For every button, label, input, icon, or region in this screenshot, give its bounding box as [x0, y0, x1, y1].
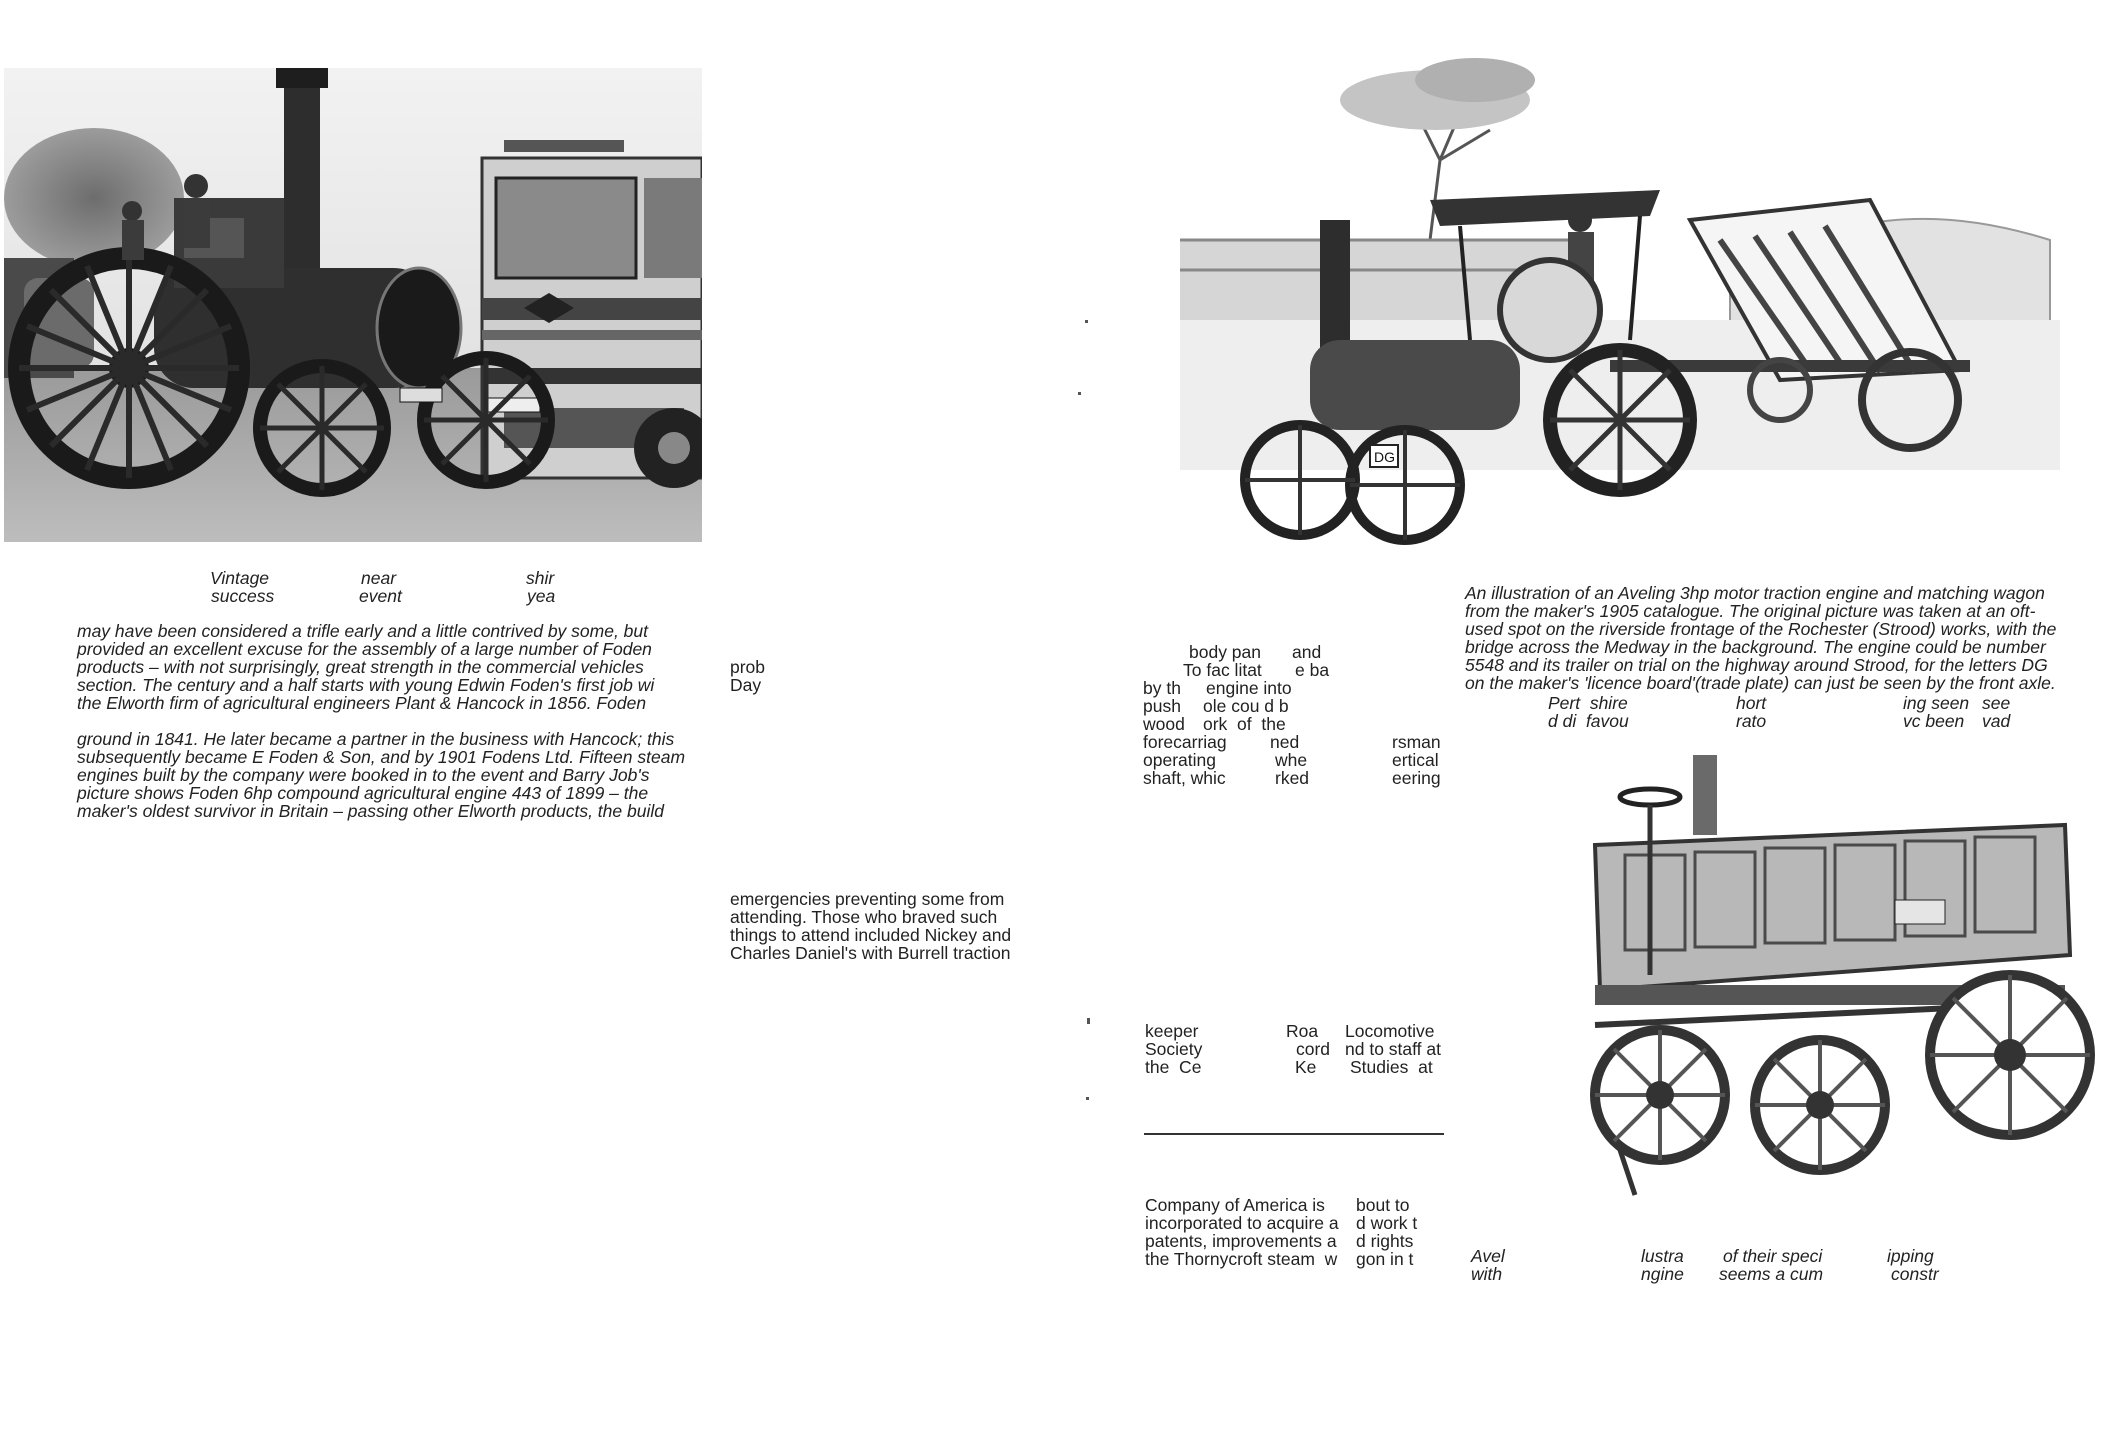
column-text-fragment: ertical	[1392, 750, 1439, 770]
caption-fragment: constr	[1891, 1264, 1939, 1284]
column-text-fragment: ned	[1270, 732, 1300, 752]
photo-caption-fragment: shir	[526, 568, 555, 588]
column-text-fragment: body pan	[1189, 642, 1262, 662]
caption-fragment: hort	[1736, 693, 1767, 713]
caption-fragment: with	[1471, 1264, 1503, 1284]
caption-fragment: see	[1982, 693, 2011, 713]
column-paragraph	[730, 890, 1011, 962]
column-text-fragment: bout to	[1356, 1195, 1410, 1215]
body-line: attending. Those who braved such	[730, 907, 998, 927]
column-text-fragment: prob	[730, 657, 766, 677]
caption-fragment: rato	[1736, 711, 1767, 731]
photo-caption-fragment: success	[211, 586, 275, 606]
column-text-fragment: rked	[1275, 768, 1310, 788]
photo-caption-fragment: Vintage	[210, 568, 270, 588]
column-text-fragment: the Thornycroft steam w	[1145, 1249, 1338, 1269]
caption-line: on the maker's 'licence board'(trade plate) can just be seen by the front axle.	[1465, 673, 2056, 693]
column-text-fragment: and	[1292, 642, 1322, 662]
column-text-fragment: forecarriag	[1143, 732, 1227, 752]
column-text-fragment: ork of the	[1203, 714, 1286, 734]
column-text-fragment: wood	[1143, 714, 1185, 734]
caption-line: An illustration of an Aveling 3hp motor traction engine and matching wagon	[1465, 583, 2045, 603]
body-line: emergencies preventing some from	[730, 889, 1005, 909]
traction-engine-illustration-icon	[1170, 40, 2070, 560]
engine-caption-paragraph-1	[77, 622, 717, 712]
column-text-fragment: rsman	[1392, 732, 1441, 752]
caption-fragment: seems a cum	[1719, 1264, 1824, 1284]
caption-fragment: ipping	[1887, 1246, 1934, 1266]
column-text-fragment: Day	[730, 675, 762, 695]
caption-line: provided an excellent excuse for the assembly of a large number of Foden	[77, 639, 652, 659]
photo-caption-fragment: event	[359, 586, 402, 606]
column-text-fragment: eering	[1392, 768, 1441, 788]
column-text-fragment: Society	[1145, 1039, 1203, 1059]
column-text-fragment: Company of America is	[1145, 1195, 1325, 1215]
caption-fragment: Avel	[1471, 1246, 1505, 1266]
caption-line: products – with not surprisingly, great strength in the commercial vehicles	[77, 657, 644, 677]
caption-line: may have been considered a trifle early and a little contrived by some, but	[77, 621, 649, 641]
column-text-fragment: cord	[1296, 1039, 1331, 1059]
caption-line: from the maker's 1905 catalogue. The original picture was taken at an oft-	[1465, 601, 2036, 621]
column-text-fragment: Ke	[1295, 1057, 1317, 1077]
caption-fragment: Pert shire	[1548, 693, 1628, 713]
column-text-fragment: engine into	[1206, 678, 1292, 698]
column-text-fragment: operating	[1143, 750, 1216, 770]
caption-line: maker's oldest survivor in Britain – passing other Elworth products, the build	[77, 801, 664, 821]
traction-engine-photo-icon	[4, 68, 702, 542]
column-text-fragment: shaft, whic	[1143, 768, 1226, 788]
caption-fragment: d di favou	[1548, 711, 1629, 731]
aveling-wagon-illustration	[1555, 755, 2095, 1215]
column-text-fragment: To fac litat	[1183, 660, 1262, 680]
scan-speck	[1087, 1018, 1090, 1024]
aveling-caption	[1465, 584, 2056, 692]
body-line: Charles Daniel's with Burrell traction	[730, 943, 1011, 963]
column-text-fragment: Roa	[1286, 1021, 1319, 1041]
column-text-fragment: ole cou d b	[1203, 696, 1289, 716]
caption-fragment: ing seen	[1903, 693, 1970, 713]
caption-fragment: vad	[1982, 711, 2011, 731]
caption-line: bridge across the Medway in the background. The engine could be number	[1465, 637, 2046, 657]
column-text-fragment: patents, improvements a	[1145, 1231, 1337, 1251]
column-text-fragment: d work t	[1356, 1213, 1418, 1233]
column-text-fragment: incorporated to acquire a	[1145, 1213, 1339, 1233]
column-text-fragment: keeper	[1145, 1021, 1199, 1041]
column-text-fragment: whe	[1275, 750, 1308, 770]
caption-fragment: lustra	[1641, 1246, 1684, 1266]
column-divider-rule	[1144, 1133, 1444, 1135]
caption-line: 5548 and its trailer on trial on the highway around Strood, for the letters DG	[1465, 655, 2048, 675]
scan-speck	[1085, 320, 1088, 323]
caption-line: the Elworth firm of agricultural engineers Plant & Hancock in 1856. Foden	[77, 693, 647, 713]
column-text-fragment: d rights	[1356, 1231, 1414, 1251]
caption-line: used spot on the riverside frontage of the Rochester (Strood) works, with the	[1465, 619, 2057, 639]
caption-line: engines built by the company were booked in to the event and Barry Job's	[77, 765, 650, 785]
photo-caption-fragment: yea	[527, 586, 556, 606]
column-text-fragment: Studies at	[1350, 1057, 1433, 1077]
caption-line: picture shows Foden 6hp compound agricultural engine 443 of 1899 – the	[77, 783, 649, 803]
column-text-fragment: push	[1143, 696, 1181, 716]
photo-caption-fragment: near	[361, 568, 397, 588]
wagon-illustration-icon	[1555, 755, 2095, 1215]
scan-speck	[1078, 392, 1081, 395]
column-text-fragment: Locomotive	[1345, 1021, 1435, 1041]
body-line: things to attend included Nickey and	[730, 925, 1012, 945]
caption-fragment: vc been	[1903, 711, 1965, 731]
trade-plate-text: DG	[1374, 449, 1395, 465]
column-text-fragment: the Ce	[1145, 1057, 1202, 1077]
caption-line: section. The century and a half starts with young Edwin Foden's first job wi	[77, 675, 655, 695]
column-text-fragment: nd to staff at	[1345, 1039, 1441, 1059]
column-text-fragment: e ba	[1295, 660, 1330, 680]
column-text-fragment: by th	[1143, 678, 1181, 698]
foden-engine-photo	[4, 68, 702, 542]
caption-line: subsequently became E Foden & Son, and by 1901 Fodens Ltd. Fifteen steam	[77, 747, 686, 767]
column-text-fragment: gon in t	[1356, 1249, 1414, 1269]
caption-line: ground in 1841. He later became a partner in the business with Hancock; this	[77, 729, 675, 749]
scan-speck	[1086, 1097, 1089, 1100]
caption-fragment: ngine	[1641, 1264, 1684, 1284]
aveling-engine-illustration	[1170, 40, 2070, 560]
caption-fragment: of their speci	[1723, 1246, 1823, 1266]
engine-caption-paragraph-2	[77, 730, 717, 820]
